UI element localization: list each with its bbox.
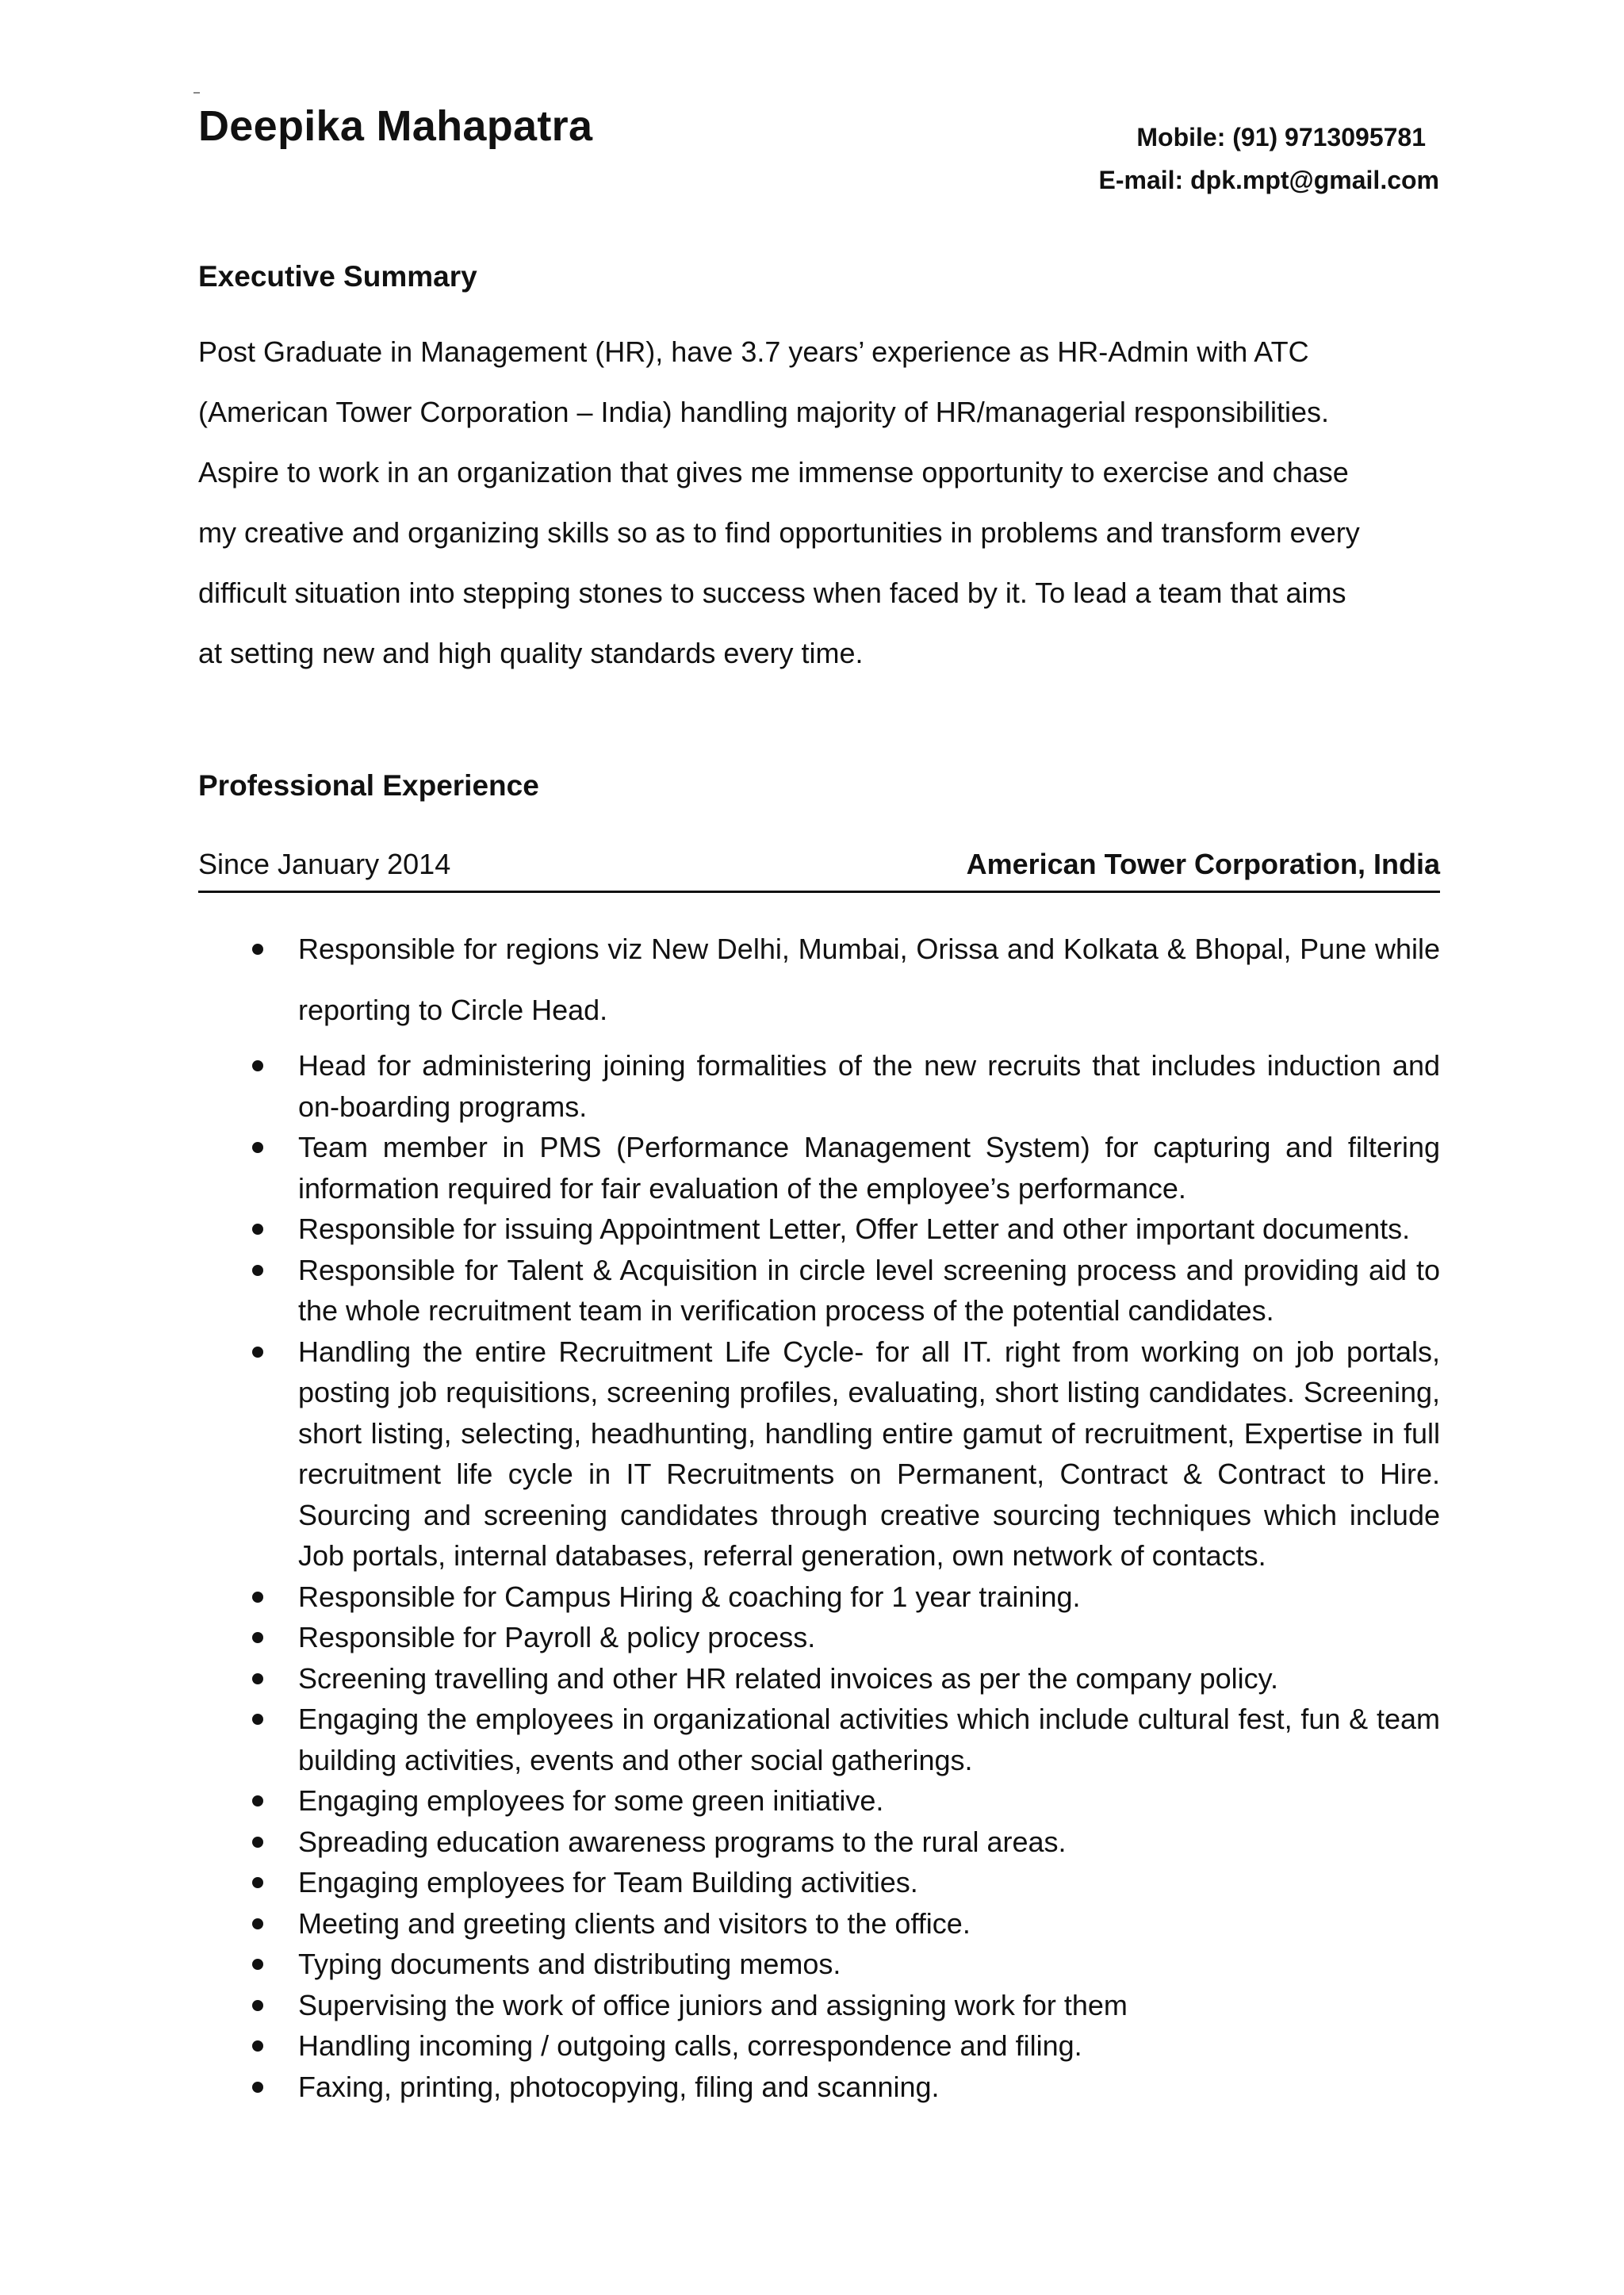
list-item: Typing documents and distributing memos. <box>198 1944 1440 1985</box>
list-item: Head for administering joining formalities of the new recruits that includes induction and on-boarding programs. <box>198 1045 1440 1127</box>
bullet-icon <box>252 2040 263 2052</box>
summary-line: my creative and organizing skills so as to find opportunities in problems and transform every <box>198 516 1360 549</box>
mobile-number: Mobile: (91) 9713095781 <box>1136 123 1426 151</box>
bullet-icon <box>252 1714 263 1725</box>
list-item: Responsible for Talent & Acquisition in circle level screening process and providing aid to the whole recruitment team in verification process of the potential candidates. <box>198 1250 1440 1331</box>
summary-line: (American Tower Corporation – India) handling majority of HR/managerial responsibilities. <box>198 396 1329 428</box>
contact-block <box>1099 116 1439 201</box>
bullet-icon <box>252 1795 263 1806</box>
list-item: Responsible for issuing Appointment Letter, Offer Letter and other important documents. <box>198 1209 1440 1250</box>
company-name: American Tower Corporation, India <box>966 848 1440 880</box>
bullet-icon <box>252 1837 263 1848</box>
bullet-icon <box>252 1224 263 1235</box>
list-item: Meeting and greeting clients and visitors to the office. <box>198 1903 1440 1944</box>
bullet-icon <box>252 1142 263 1153</box>
list-item: Engaging the employees in organizational activities which include cultural fest, fun & team building activities, events and other social gatherings. <box>198 1699 1440 1780</box>
bullet-icon <box>252 2082 263 2093</box>
list-item: Responsible for Campus Hiring & coaching for 1 year training. <box>198 1577 1440 1618</box>
list-item: Team member in PMS (Performance Management System) for capturing and filtering information required for fair evaluation of the employee’s performance. <box>198 1127 1440 1209</box>
bullet-icon <box>252 1060 263 1071</box>
professional-experience-heading: Professional Experience <box>198 769 539 802</box>
list-item: Spreading education awareness programs to the rural areas. <box>198 1822 1440 1863</box>
list-item: Responsible for regions viz New Delhi, Mumbai, Orissa and Kolkata & Bhopal, Pune while reporting to Circle Head. <box>198 918 1440 1040</box>
bullet-icon <box>252 1959 263 1970</box>
email-address[interactable]: E-mail: dpk.mpt@gmail.com <box>1098 166 1439 194</box>
bullet-icon <box>252 1918 263 1929</box>
list-item: Handling the entire Recruitment Life Cycle- for all IT. right from working on job portals, posting job requisitions, screening profiles, evaluating, short listing candidates. Screening, short listing, selecting, headhunting, handling entire gamut of recruitment, Expertise in full recruitment life cycle in IT Recruitments on Permanent, Contract & Contract to Hire. Sourcing and screening candidates through creative sourcing techniques which include Job portals, internal databases, referral generation, own network of contacts. <box>198 1331 1440 1577</box>
list-item: Responsible for Payroll & policy process. <box>198 1617 1440 1658</box>
summary-line: difficult situation into stepping stones to success when faced by it. To lead a team that aims <box>198 577 1346 609</box>
job-start-date: Since January 2014 <box>198 848 451 880</box>
executive-summary-text <box>198 322 1443 684</box>
bullet-icon <box>252 1632 263 1643</box>
summary-line: Post Graduate in Management (HR), have 3.7 years’ experience as HR-Admin with ATC <box>198 335 1309 368</box>
bullet-icon <box>252 1673 263 1684</box>
list-item: Faxing, printing, photocopying, filing and scanning. <box>198 2067 1440 2108</box>
job-header <box>198 845 1440 893</box>
list-item: Engaging employees for Team Building activities. <box>198 1862 1440 1903</box>
bullet-icon <box>252 1265 263 1276</box>
bullet-icon <box>252 1347 263 1358</box>
list-item: Engaging employees for some green initiative. <box>198 1780 1440 1822</box>
bullet-icon <box>252 1592 263 1603</box>
bullet-icon <box>252 2000 263 2011</box>
list-item: Handling incoming / outgoing calls, correspondence and filing. <box>198 2025 1440 2067</box>
corner-mark <box>193 92 200 94</box>
bullet-icon <box>252 944 263 955</box>
list-item: Screening travelling and other HR related invoices as per the company policy. <box>198 1658 1440 1699</box>
bullet-icon <box>252 1877 263 1888</box>
executive-summary-heading: Executive Summary <box>198 260 477 293</box>
summary-line: at setting new and high quality standards every time. <box>198 637 864 669</box>
candidate-name: Deepika Mahapatra <box>198 102 593 150</box>
summary-line: Aspire to work in an organization that gives me immense opportunity to exercise and chase <box>198 456 1349 489</box>
list-item: Supervising the work of office juniors and assigning work for them <box>198 1985 1440 2026</box>
responsibilities-list <box>198 918 1440 2107</box>
